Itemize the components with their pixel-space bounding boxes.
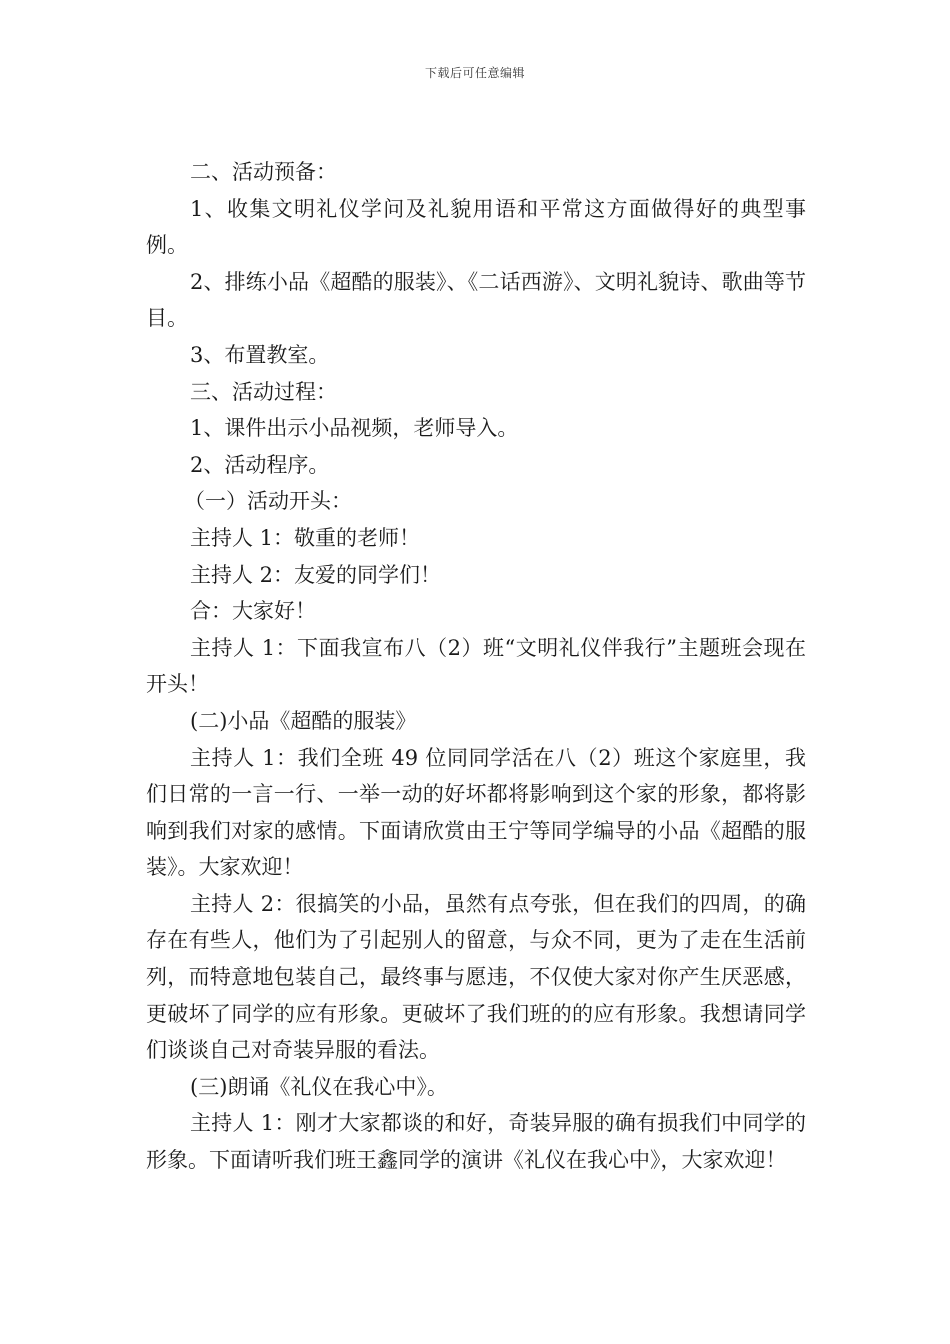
dialogue-line: 主持人 1：下面我宣布八（2）班“文明礼仪伴我行”主题班会现在开头！ xyxy=(146,635,806,697)
section-heading-preparation: 二、活动预备： xyxy=(190,160,337,184)
subsection-heading: (二)小品《超酷的服装》 xyxy=(190,708,417,733)
subsection-heading: (三)朗诵《礼仪在我心中》。 xyxy=(190,1074,448,1099)
paragraph: 1、收集文明礼仪学问及礼貌用语和平常这方面做得好的典型事例。 xyxy=(146,196,806,258)
dialogue-line: 主持人 1：刚才大家都谈的和好，奇装异服的确有损我们中同学的形象。下面请听我们班王鑫同学的演讲《礼仪在我心中》，大家欢迎！ xyxy=(146,1111,806,1173)
paragraph: 3、布置教室。 xyxy=(190,342,330,367)
dialogue-line: 主持人 1：我们全班 49 位同同学活在八（2）班这个家庭里，我们日常的一言一行、一举一动的好坏都将影响到这个家的形象，都将影响到我们对家的感情。下面请欣赏由王宁等同学编导的小品《超酷的服装》。大家欢迎！ xyxy=(146,745,806,880)
dialogue-line: 主持人 2：友爱的同学们！ xyxy=(190,562,442,587)
paragraph: 1、课件出示小品视频，老师导入。 xyxy=(190,416,519,441)
document-body xyxy=(146,154,806,1179)
paragraph: 2、活动程序。 xyxy=(190,452,330,477)
dialogue-line: 合：大家好！ xyxy=(190,599,316,624)
dialogue-line: 主持人 1：敬重的老师！ xyxy=(190,525,421,550)
paragraph: 2、排练小品《超酷的服装》、《二话西游》、文明礼貌诗、歌曲等节目。 xyxy=(146,269,806,331)
section-heading-process: 三、活动过程： xyxy=(190,379,337,404)
subsection-heading: （一）活动开头： xyxy=(184,489,352,514)
page-header: 下载后可任意编辑 xyxy=(424,66,525,80)
dialogue-line: 主持人 2：很搞笑的小品，虽然有点夸张，但在我们的四周，的确存在有些人，他们为了引起别人的留意，与众不同，更为了走在生活前列，而特意地包装自己，最终事与愿违，不仅使大家对你产生厌恶感，更破坏了同学的应有形象。更破坏了我们班的的应有形象。我想请同学们谈谈自己对奇装异服的看法。 xyxy=(146,891,806,1063)
